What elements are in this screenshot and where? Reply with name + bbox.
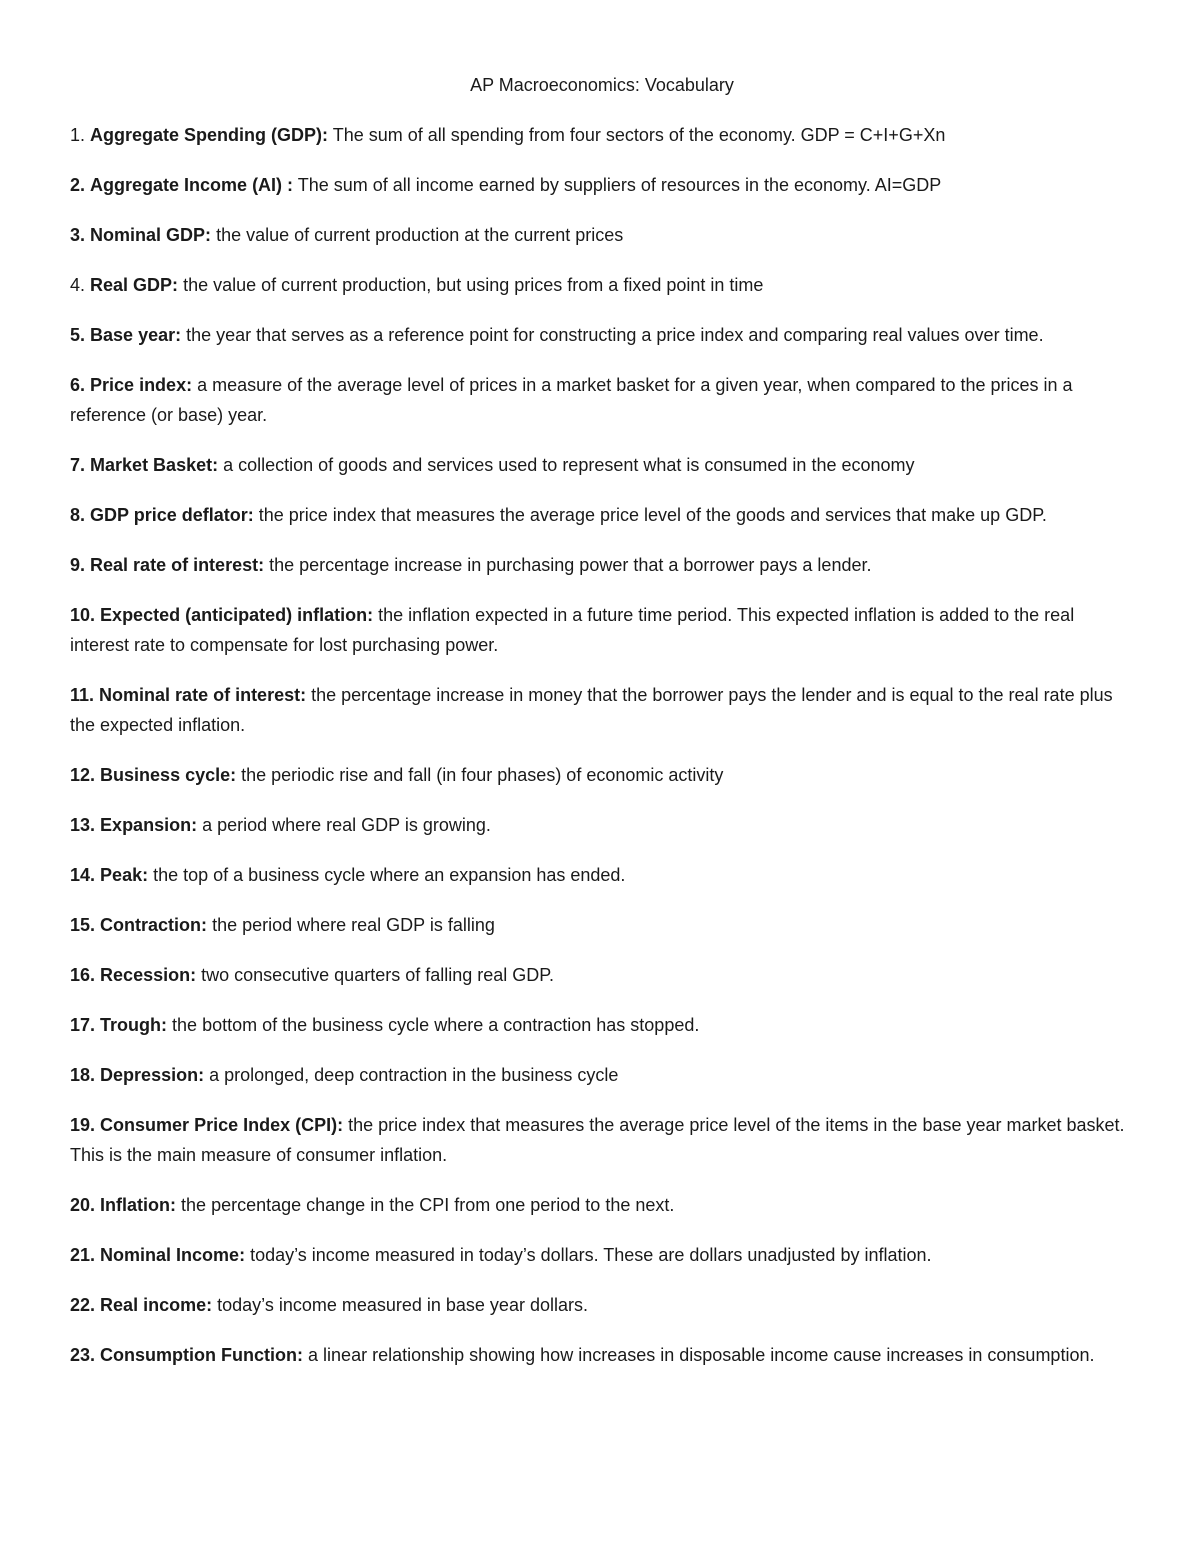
entry-term: Nominal Income:: [100, 1245, 246, 1265]
entry-definition: the bottom of the business cycle where a contraction has stopped.: [172, 1015, 700, 1035]
vocabulary-entry: [70, 450, 1134, 480]
entry-definition: the percentage change in the CPI from one period to the next.: [181, 1195, 675, 1215]
entry-definition: a linear relationship showing how increases in disposable income cause increases in consumption.: [308, 1345, 1095, 1365]
vocabulary-entry: [70, 1060, 1134, 1090]
entry-definition: The sum of all spending from four sectors of the economy. GDP = C+I+G+Xn: [332, 125, 946, 145]
entry-term: Consumption Function:: [100, 1345, 304, 1365]
entry-definition: the inflation expected in a future time period. This expected inflation is added to the real interest rate to compensate for lost purchasing power.: [70, 605, 1075, 655]
entry-definition: the period where real GDP is falling: [212, 915, 495, 935]
entry-term: Real GDP:: [90, 275, 179, 295]
entry-number: 6.: [70, 375, 86, 395]
entry-term: GDP price deflator:: [90, 505, 254, 525]
entry-number: 16.: [70, 965, 96, 985]
entry-term: Base year:: [90, 325, 182, 345]
entry-number: 3.: [70, 225, 86, 245]
vocabulary-entry: [70, 320, 1134, 350]
vocabulary-entry: [70, 550, 1134, 580]
vocabulary-entry: [70, 1340, 1134, 1370]
vocabulary-entry: [70, 370, 1134, 430]
vocabulary-entry: [70, 600, 1134, 660]
vocabulary-entry: [70, 1290, 1134, 1320]
vocabulary-entry: [70, 760, 1134, 790]
entry-term: Expected (anticipated) inflation:: [100, 605, 374, 625]
entry-definition: a collection of goods and services used to represent what is consumed in the economy: [223, 455, 915, 475]
entry-term: Real rate of interest:: [90, 555, 265, 575]
vocabulary-entry: [70, 1010, 1134, 1040]
entry-term: Business cycle:: [100, 765, 237, 785]
vocabulary-entry: [70, 810, 1134, 840]
document-title: AP Macroeconomics: Vocabulary: [470, 75, 734, 95]
vocabulary-list: [70, 120, 1134, 1370]
vocabulary-entry: [70, 170, 1134, 200]
entry-definition: the year that serves as a reference point for constructing a price index and comparing real values over time.: [186, 325, 1044, 345]
entry-definition: The sum of all income earned by suppliers of resources in the economy. AI=GDP: [297, 175, 942, 195]
entry-number: 15.: [70, 915, 96, 935]
entry-number: 7.: [70, 455, 86, 475]
vocabulary-entry: [70, 960, 1134, 990]
entry-term: Recession:: [100, 965, 197, 985]
entry-number: 10.: [70, 605, 96, 625]
entry-number: 22.: [70, 1295, 96, 1315]
vocabulary-entry: [70, 1190, 1134, 1220]
entry-term: Nominal GDP:: [90, 225, 212, 245]
entry-term: Trough:: [100, 1015, 168, 1035]
entry-definition: two consecutive quarters of falling real GDP.: [201, 965, 554, 985]
entry-term: Aggregate Income (AI) :: [90, 175, 294, 195]
entry-number: 1.: [70, 125, 86, 145]
entry-term: Nominal rate of interest:: [99, 685, 307, 705]
vocabulary-entry: [70, 220, 1134, 250]
entry-number: 17.: [70, 1015, 96, 1035]
vocabulary-entry: [70, 1240, 1134, 1270]
vocabulary-entry: [70, 680, 1134, 740]
entry-number: 9.: [70, 555, 86, 575]
entry-number: 4.: [70, 275, 86, 295]
vocabulary-entry: [70, 270, 1134, 300]
entry-number: 12.: [70, 765, 96, 785]
entry-number: 14.: [70, 865, 96, 885]
entry-definition: the percentage increase in money that the borrower pays the lender and is equal to the real rate plus the expected inflation.: [70, 685, 1113, 735]
entry-definition: the value of current production at the current prices: [216, 225, 624, 245]
entry-number: 11.: [70, 685, 95, 705]
entry-definition: the top of a business cycle where an expansion has ended.: [153, 865, 626, 885]
entry-term: Inflation:: [100, 1195, 177, 1215]
entry-definition: the percentage increase in purchasing power that a borrower pays a lender.: [269, 555, 872, 575]
document-page: [70, 72, 1134, 1390]
entry-term: Expansion:: [100, 815, 198, 835]
entry-term: Depression:: [100, 1065, 205, 1085]
entry-term: Peak:: [100, 865, 149, 885]
vocabulary-entry: [70, 860, 1134, 890]
entry-definition: a measure of the average level of prices in a market basket for a given year, when compared to the prices in a reference (or base) year.: [70, 375, 1073, 425]
entry-number: 21.: [70, 1245, 96, 1265]
vocabulary-entry: [70, 120, 1134, 150]
entry-number: 13.: [70, 815, 96, 835]
entry-term: Real income:: [100, 1295, 213, 1315]
entry-term: Consumer Price Index (CPI):: [100, 1115, 344, 1135]
entry-number: 19.: [70, 1115, 96, 1135]
entry-number: 5.: [70, 325, 86, 345]
entry-number: 20.: [70, 1195, 96, 1215]
entry-number: 23.: [70, 1345, 96, 1365]
entry-definition: a period where real GDP is growing.: [202, 815, 491, 835]
entry-term: Aggregate Spending (GDP):: [90, 125, 329, 145]
entry-definition: the price index that measures the average price level of the goods and services that make up GDP.: [258, 505, 1047, 525]
entry-number: 8.: [70, 505, 86, 525]
entry-definition: the price index that measures the average price level of the items in the base year market basket. This is the main measure of consumer inflation.: [70, 1115, 1125, 1165]
entry-definition: today’s income measured in base year dollars.: [217, 1295, 588, 1315]
entry-number: 18.: [70, 1065, 96, 1085]
entry-term: Contraction:: [100, 915, 208, 935]
vocabulary-entry: [70, 910, 1134, 940]
entry-term: Market Basket:: [90, 455, 219, 475]
entry-definition: today’s income measured in today’s dollars. These are dollars unadjusted by inflation.: [250, 1245, 932, 1265]
entry-definition: a prolonged, deep contraction in the business cycle: [209, 1065, 619, 1085]
entry-number: 2.: [70, 175, 86, 195]
entry-definition: the value of current production, but using prices from a fixed point in time: [183, 275, 764, 295]
vocabulary-entry: [70, 500, 1134, 530]
entry-definition: the periodic rise and fall (in four phases) of economic activity: [241, 765, 724, 785]
vocabulary-entry: [70, 1110, 1134, 1170]
entry-term: Price index:: [90, 375, 193, 395]
